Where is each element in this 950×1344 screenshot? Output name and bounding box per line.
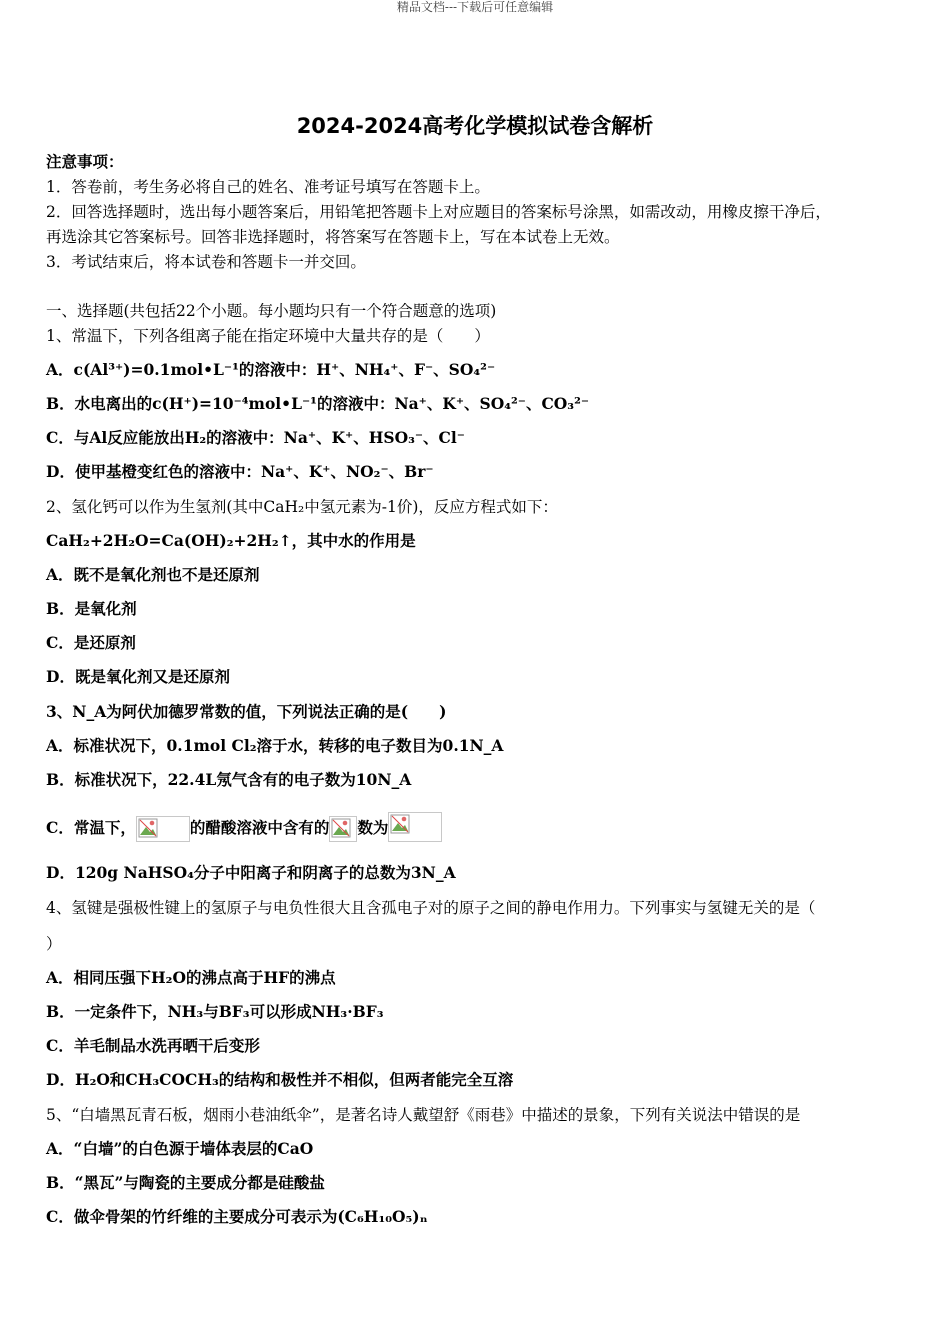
- page-title: 2024-2024高考化学模拟试卷含解析: [296, 114, 654, 138]
- q5-stem: 5、“白墙黑瓦青石板，烟雨小巷油纸伞”，是著名诗人戴望舒《雨巷》中描述的景象，下列有关说法中错误的是: [46, 1106, 801, 1124]
- q5-option-a: A．“白墙”的白色源于墙体表层的CaO: [46, 1139, 314, 1158]
- broken-image-icon: [388, 812, 442, 842]
- q4-stem-line-2: ）: [46, 935, 62, 953]
- q1-option-b: B．水电离出的c(H⁺)=10⁻⁴mol•L⁻¹的溶液中：Na⁺、K⁺、SO₄²⁻、CO₃²⁻: [46, 394, 590, 413]
- notice-item-2b: 再选涂其它答案标号。回答非选择题时，将答案写在答题卡上，写在本试卷上无效。: [46, 228, 620, 246]
- q3-stem: 3、N_A为阿伏加德罗常数的值，下列说法正确的是( ): [46, 702, 447, 721]
- q3-option-c-text-3: 数为: [357, 818, 389, 837]
- q1-option-a: A．c(Al³⁺)=0.1mol•L⁻¹的溶液中：H⁺、NH₄⁺、F⁻、SO₄²⁻: [46, 360, 496, 379]
- q3-option-c: [46, 812, 442, 842]
- q4-option-a: A．相同压强下H₂O的沸点高于HF的沸点: [46, 968, 336, 987]
- q3-option-c-text-1: C．常温下，: [46, 818, 136, 837]
- q3-option-a: A．标准状况下，0.1mol Cl₂溶于水，转移的电子数目为0.1N_A: [46, 736, 504, 755]
- broken-image-icon: [329, 816, 357, 842]
- q3-option-c-text-2: 的醋酸溶液中含有的: [189, 818, 330, 837]
- q4-option-b: B．一定条件下，NH₃与BF₃可以形成NH₃·BF₃: [46, 1002, 384, 1021]
- q2-equation: CaH₂+2H₂O=Ca(OH)₂+2H₂↑，其中水的作用是: [46, 531, 416, 550]
- q2-option-d: D．既是氧化剂又是还原剂: [46, 667, 230, 686]
- page-header: 精品文档---下载后可任意编辑: [396, 0, 554, 14]
- section-heading: 一、选择题(共包括22个小题。每小题均只有一个符合题意的选项): [46, 302, 497, 320]
- q3-option-d: D．120g NaHSO₄分子中阳离子和阴离子的总数为3N_A: [46, 863, 456, 882]
- notice-item-2a: 2．回答选择题时，选出每小题答案后，用铅笔把答题卡上对应题目的答案标号涂黑，如需改动，用橡皮擦干净后，: [46, 203, 831, 221]
- q4-option-d: D．H₂O和CH₃COCH₃的结构和极性并不相似，但两者能完全互溶: [46, 1070, 514, 1089]
- q2-option-c: C．是还原剂: [46, 633, 136, 652]
- q2-stem: 2、氢化钙可以作为生氢剂(其中CaH₂中氢元素为-1价)，反应方程式如下：: [46, 498, 558, 516]
- q1-option-c: C．与Al反应能放出H₂的溶液中：Na⁺、K⁺、HSO₃⁻、Cl⁻: [46, 428, 465, 447]
- q1-stem: 1、常温下，下列各组离子能在指定环境中大量共存的是（ ）: [46, 327, 490, 345]
- q1-option-d: D．使甲基橙变红色的溶液中：Na⁺、K⁺、NO₂⁻、Br⁻: [46, 462, 434, 481]
- notice-item-3: 3．考试结束后，将本试卷和答题卡一并交回。: [46, 253, 366, 271]
- q4-option-c: C．羊毛制品水洗再晒干后变形: [46, 1036, 260, 1055]
- notice-item-1: 1．答卷前，考生务必将自己的姓名、准考证号填写在答题卡上。: [46, 178, 490, 196]
- q2-option-a: A．既不是氧化剂也不是还原剂: [46, 565, 260, 584]
- q5-option-b: B．“黑瓦”与陶瓷的主要成分都是硅酸盐: [46, 1173, 325, 1192]
- q4-stem-line-1: 4、氢键是强极性键上的氢原子与电负性很大且含孤电子对的原子之间的静电作用力。下列事实与氢键无关的是（: [46, 899, 816, 917]
- broken-image-icon: [136, 816, 190, 842]
- q5-option-c: C．做伞骨架的竹纤维的主要成分可表示为(C₆H₁₀O₅)ₙ: [46, 1207, 428, 1226]
- notice-heading: 注意事项：: [46, 152, 124, 171]
- q2-option-b: B．是氧化剂: [46, 599, 137, 618]
- q3-option-b: B．标准状况下，22.4L氖气含有的电子数为10N_A: [46, 770, 412, 789]
